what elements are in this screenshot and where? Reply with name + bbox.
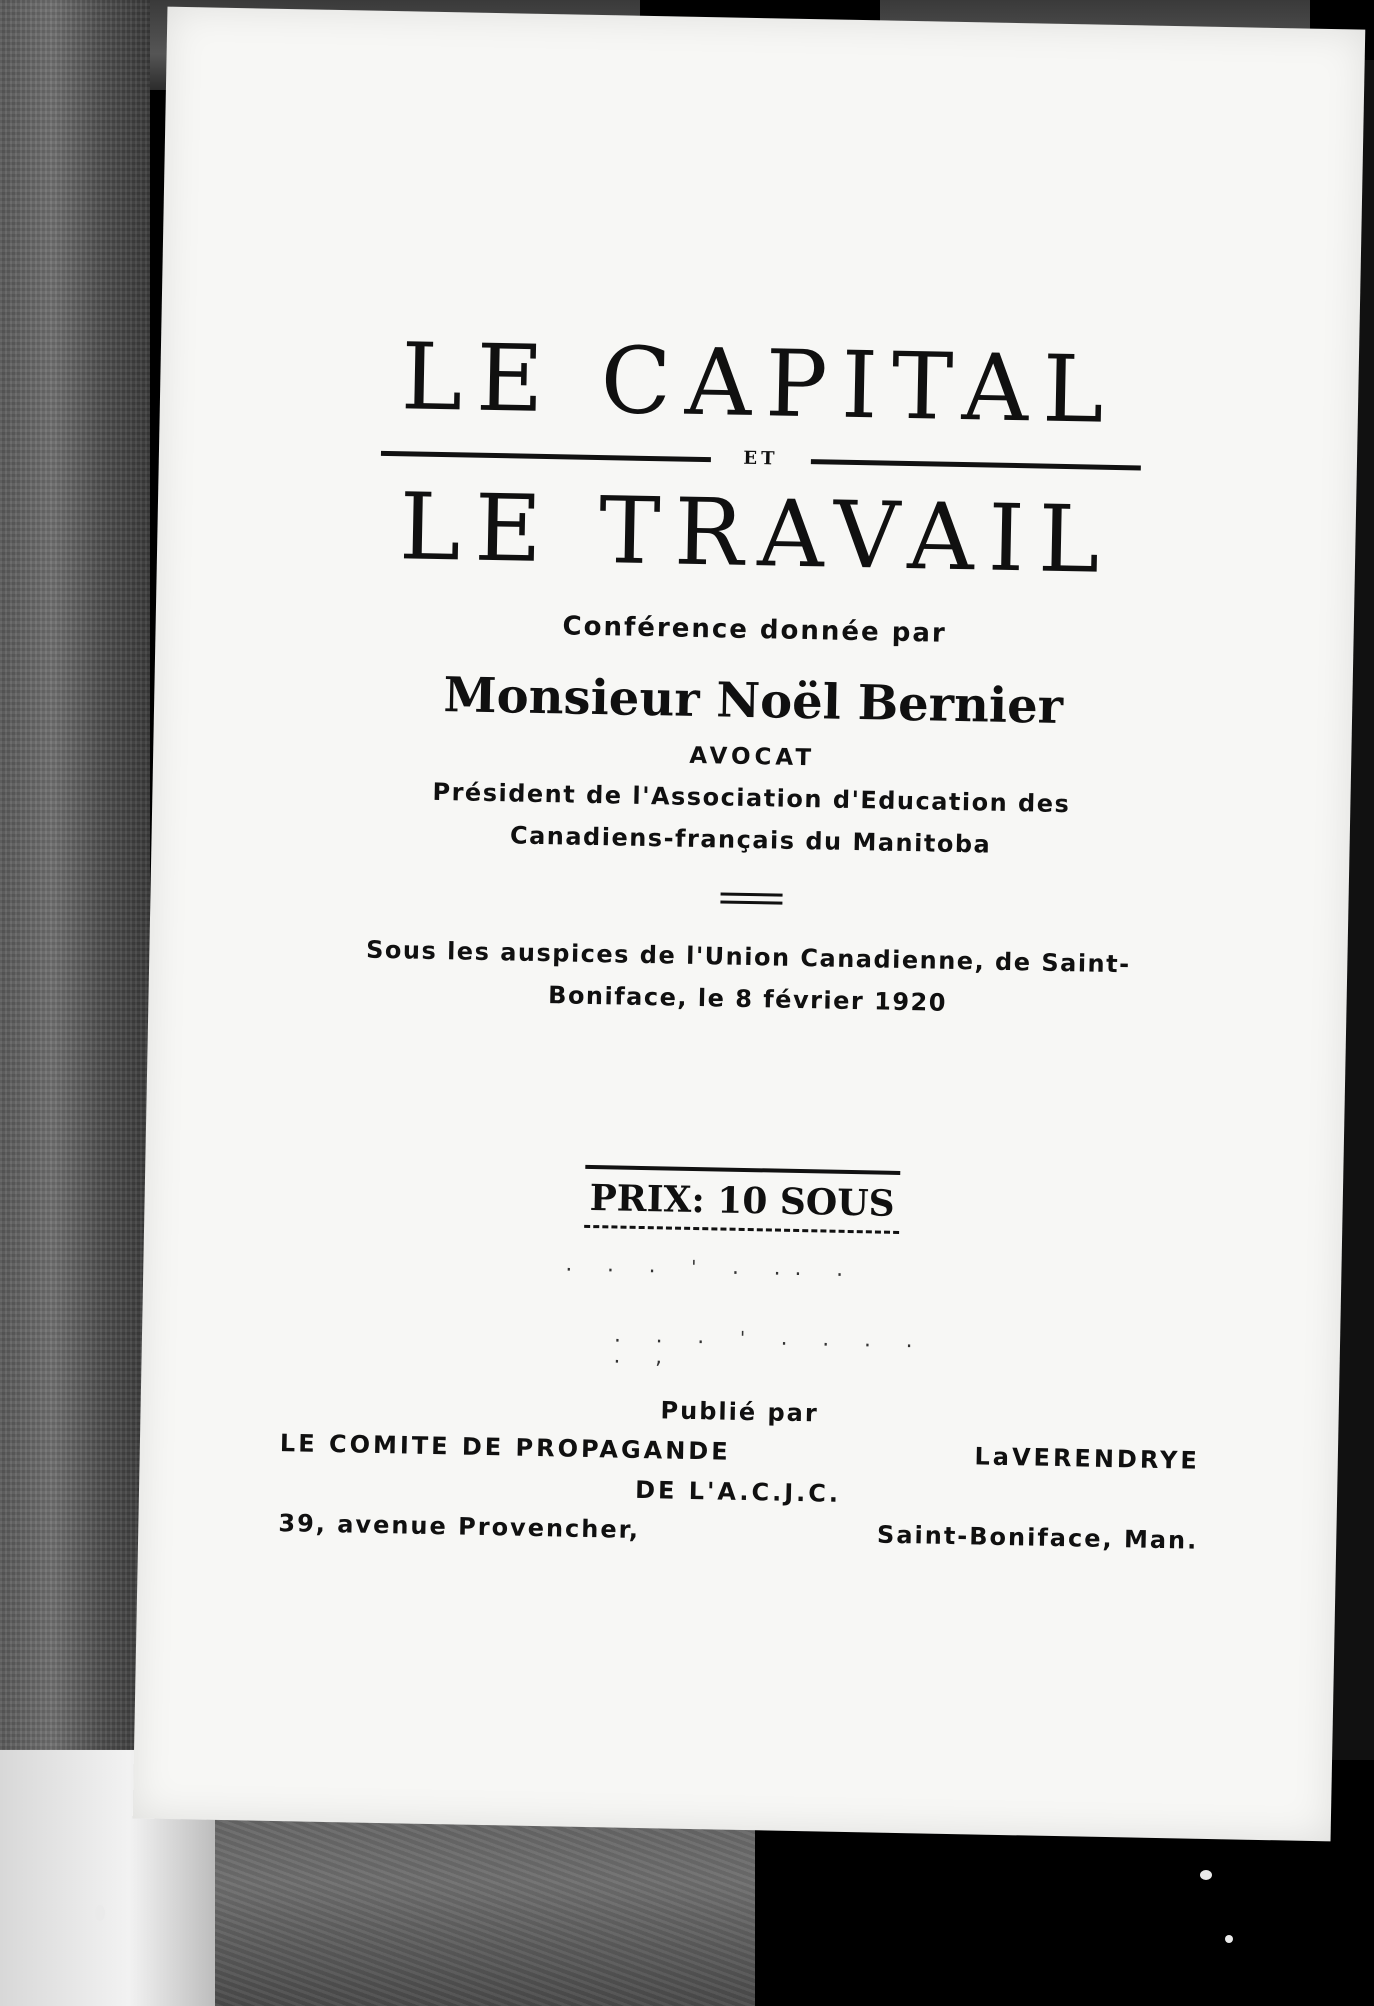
scan-speck [95, 1905, 105, 1921]
auspices-line-2: Boniface, le 8 février 1920 [547, 981, 948, 1017]
published-by: Publié par [660, 1396, 819, 1428]
speaker-name: Monsieur Noël Bernier [443, 667, 1064, 735]
title-line-1: LE CAPITAL [400, 323, 1119, 444]
divider-bar [720, 900, 782, 904]
auspices-line-1: Sous les auspices de l'Union Canadienne, de Saint- [365, 935, 1131, 979]
publisher-committee: LE COMITE DE PROPAGANDE [279, 1429, 731, 1466]
speaker-role-line-2: Canadiens-français du Manitoba [509, 821, 992, 859]
conference-intro: Conférence donnée par [562, 611, 948, 649]
price-label: PRIX: 10 SOUS [589, 1176, 896, 1225]
publisher-line-1 [280, 1429, 1200, 1475]
address-city: Saint-Boniface, Man. [876, 1520, 1199, 1555]
print-specks: . . . ' . .. . . . . ' . . . . . , [563, 1254, 925, 1369]
divider-bar [721, 892, 783, 896]
title-page-content [133, 7, 1366, 1842]
title-connector: ET [743, 447, 779, 470]
speaker-profession: AVOCAT [689, 742, 816, 772]
price-box [584, 1165, 900, 1234]
title-rule-right [811, 459, 1141, 470]
address-street: 39, avenue Provencher, [278, 1509, 641, 1545]
scan-speck [1225, 1935, 1233, 1943]
scan-speck [1200, 1870, 1212, 1880]
title-rule-left [381, 451, 711, 462]
speaker-role-line-1: Président de l'Association d'Education des [432, 777, 1071, 819]
section-divider [720, 892, 782, 907]
publisher-committee-name: LaVERENDRYE [974, 1442, 1201, 1475]
book-spine [0, 0, 150, 1800]
title-page [133, 7, 1366, 1842]
title-connector-row [381, 441, 1141, 480]
publisher-address [278, 1509, 1198, 1555]
publisher-line-2: DE L'A.C.J.C. [634, 1475, 842, 1508]
title-line-2: LE TRAVAIL [398, 473, 1115, 594]
